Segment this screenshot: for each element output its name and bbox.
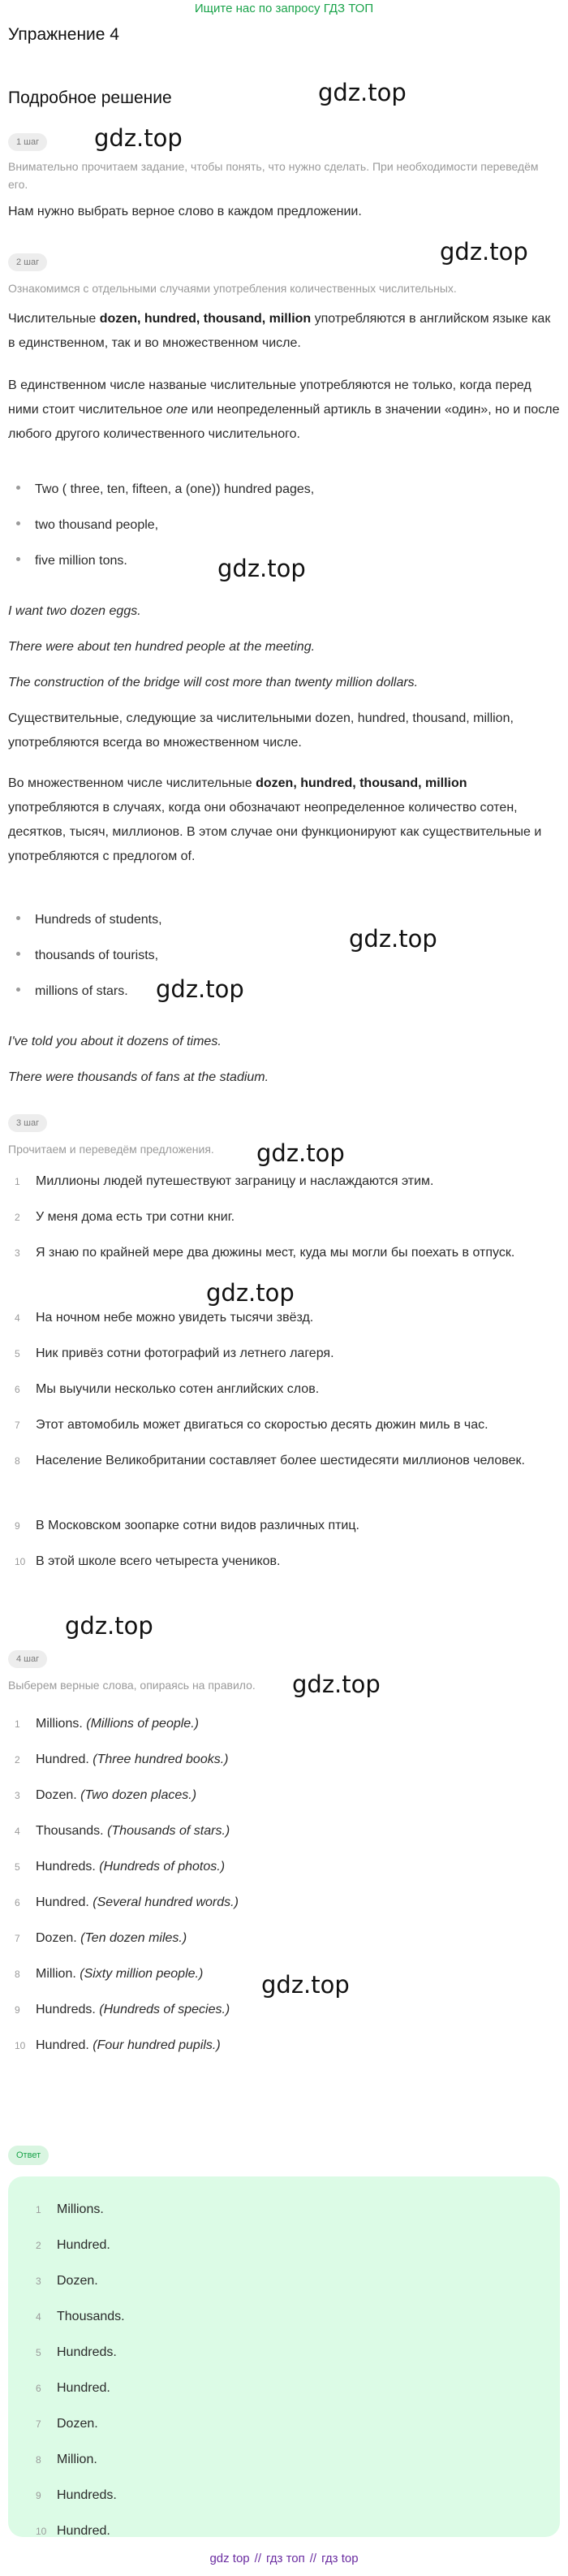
section-title: Подробное решение	[8, 89, 172, 107]
watermark: gdz.top	[217, 555, 306, 582]
bullet-item: millions of stars.	[16, 979, 128, 1004]
list-item: 1 Millions. (Millions of people.)	[15, 1717, 199, 1731]
list-item: 2 У меня дома есть три сотни книг.	[15, 1210, 235, 1224]
bullet-dot	[16, 486, 20, 490]
bullet-item: Hundreds of students,	[16, 908, 162, 932]
step-1-hint: Внимательно прочитаем задание, чтобы понять, что нужно сделать. При необходимости переведём его.	[8, 160, 539, 191]
footer-link-gdz-top-mixed[interactable]: гдз top	[321, 2552, 359, 2565]
list-item: 4 Thousands. (Thousands of stars.)	[15, 1824, 230, 1838]
answer-item: 7 Dozen.	[36, 2417, 98, 2431]
watermark: gdz.top	[261, 1971, 350, 1999]
step-2-paragraph-1: Числительные dozen, hundred, thousand, million употребляются в английском языке как в единственном, так и во множественном числе.	[8, 312, 551, 350]
answer-item: 4 Thousands.	[36, 2310, 125, 2323]
bullet-dot	[16, 916, 20, 920]
step-3-badge: 3 шаг	[8, 1114, 47, 1132]
watermark: gdz.top	[94, 124, 183, 152]
answer-item: 8 Million.	[36, 2453, 97, 2466]
step-1-text: Нам нужно выбрать верное слово в каждом предложении.	[8, 205, 362, 218]
bullet-item: five million tons.	[16, 549, 127, 573]
watermark: gdz.top	[440, 238, 528, 266]
list-item: 6 Мы выучили несколько сотен английских слов.	[15, 1382, 320, 1396]
answer-item: 2 Hundred.	[36, 2238, 110, 2252]
watermark: gdz.top	[256, 1139, 345, 1167]
example-sentence: There were thousands of fans at the stadium.	[8, 1070, 269, 1084]
example-sentence: There were about ten hundred people at the meeting.	[8, 640, 316, 654]
list-item: 7 Dozen. (Ten dozen miles.)	[15, 1931, 187, 1945]
footer-links	[0, 2550, 568, 2568]
bullet-item: Two ( three, ten, fifteen, a (one)) hundred pages,	[16, 478, 314, 502]
example-sentence: The construction of the bridge will cost more than twenty million dollars.	[8, 676, 419, 689]
step-1-badge: 1 шаг	[8, 133, 47, 151]
list-item: 9 В Московском зоопарке сотни видов различных птиц.	[15, 1519, 359, 1532]
exercise-title: Упражнение 4	[8, 25, 119, 44]
footer-link-gdz-top-ru[interactable]: гдз топ	[266, 2552, 305, 2565]
bullet-item: thousands of tourists,	[16, 944, 158, 968]
list-item: 1 Миллионы людей путешествуют заграницу и наслаждаются этим.	[15, 1174, 434, 1188]
list-item: 7 Этот автомобиль может двигаться со скоростью десять дюжин миль в час.	[15, 1418, 488, 1432]
watermark: gdz.top	[292, 1671, 381, 1698]
watermark: gdz.top	[206, 1279, 295, 1307]
watermark: gdz.top	[65, 1612, 153, 1640]
footer-link-gdz-top[interactable]: gdz top	[209, 2552, 250, 2565]
step-4-badge: 4 шаг	[8, 1650, 47, 1668]
list-item: 8 Население Великобритании составляет более шестидесяти миллионов человек.	[15, 1454, 525, 1467]
bullet-item: two thousand people,	[16, 513, 158, 538]
list-item: 6 Hundred. (Several hundred words.)	[15, 1895, 239, 1909]
example-sentence: I want two dozen eggs.	[8, 604, 141, 618]
list-item: 3 Я знаю по крайней мере два дюжины мест, куда мы могли бы поехать в отпуск.	[15, 1246, 515, 1260]
step-2-paragraph-3: Существительные, следующие за числительными dozen, hundred, thousand, million, употребляются всегда во множественном числе.	[8, 711, 514, 750]
footer-separator: //	[254, 2552, 261, 2565]
step-4-hint: Выберем верные слова, опираясь на правило.	[8, 1679, 256, 1692]
watermark: gdz.top	[349, 925, 437, 953]
answer-item: 1 Millions.	[36, 2202, 104, 2216]
step-3-hint: Прочитаем и переведём предложения.	[8, 1143, 214, 1156]
list-item: 8 Million. (Sixty million people.)	[15, 1967, 204, 1981]
answer-item: 10 Hundred.	[36, 2524, 110, 2538]
example-sentence: I've told you about it dozens of times.	[8, 1035, 222, 1048]
list-item: 5 Hundreds. (Hundreds of photos.)	[15, 1860, 226, 1874]
list-item: 10 В этой школе всего четыреста учеников.	[15, 1554, 281, 1568]
watermark: gdz.top	[156, 975, 244, 1003]
step-2-badge: 2 шаг	[8, 253, 47, 271]
step-2-paragraph-4: Во множественном числе числительные dozen, hundred, thousand, million употребляются в случаях, когда они обозначают неопределенное количество сотен, десятков, тысяч, миллионов. В этом случае они функционируют как существительные и употребляются с предлогом of.	[8, 776, 542, 863]
answer-badge: Ответ	[8, 2146, 49, 2165]
list-item: 5 Ник привёз сотни фотографий из летнего лагеря.	[15, 1346, 334, 1360]
watermark: gdz.top	[318, 79, 407, 106]
step-2-paragraph-2: В единственном числе названые числительные употребляются не только, когда перед ними стоит числительное one или неопределенный артикль в значении «один», но и после любого другого количественного числительного.	[8, 378, 560, 441]
bullet-dot	[16, 952, 20, 956]
answer-item: 3 Dozen.	[36, 2274, 98, 2288]
bullet-dot	[16, 988, 20, 992]
bullet-dot	[16, 557, 20, 561]
list-item: 3 Dozen. (Two dozen places.)	[15, 1788, 197, 1802]
list-item: 2 Hundred. (Three hundred books.)	[15, 1753, 229, 1766]
step-2-hint: Ознакомимся с отдельными случаями употребления количественных числительных.	[8, 282, 457, 295]
footer-separator: //	[309, 2552, 317, 2565]
search-hint: Ищите нас по запросу ГДЗ ТОП	[194, 2, 374, 15]
list-item: 9 Hundreds. (Hundreds of species.)	[15, 2003, 230, 2016]
list-item: 4 На ночном небе можно увидеть тысячи звёзд.	[15, 1311, 314, 1325]
answer-item: 5 Hundreds.	[36, 2345, 117, 2359]
answer-item: 6 Hundred.	[36, 2381, 110, 2395]
answer-item: 9 Hundreds.	[36, 2488, 117, 2502]
bullet-dot	[16, 521, 20, 525]
list-item: 10 Hundred. (Four hundred pupils.)	[15, 2038, 221, 2052]
